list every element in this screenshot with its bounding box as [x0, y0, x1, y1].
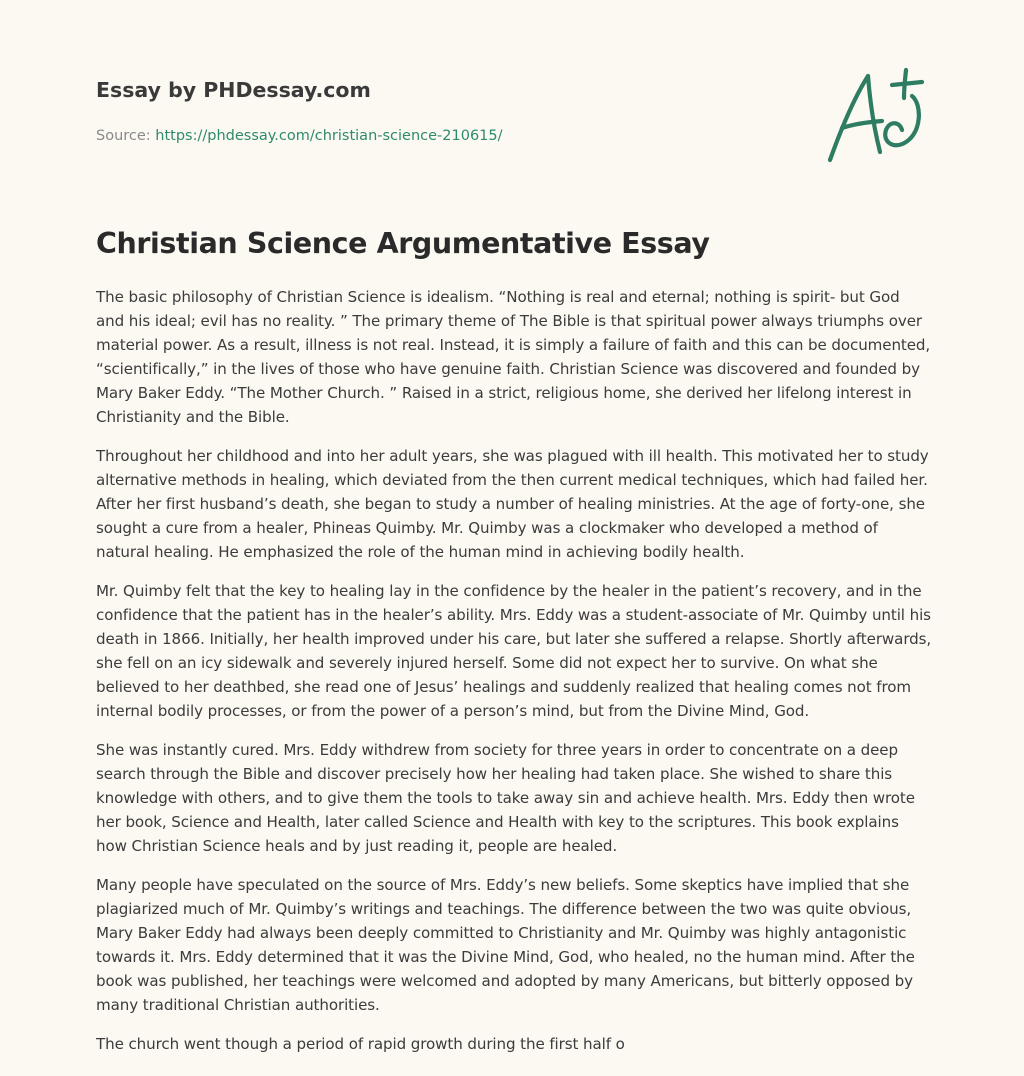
essay-paragraph: Many people have speculated on the source of Mrs. Eddy’s new beliefs. Some skeptics have implied that she plagiarized much of Mr. Quimby’s writings and teachings. The difference between the two was quite obvious, Mary Baker Eddy had always been deeply committed to Christianity and Mr. Quimby was highly antagonistic towards it. Mrs. Eddy determined that it was the Divine Mind, God, who healed, no the human mind. After the book was published, her teachings were welcomed and adopted by many Americans, but bitterly opposed by many traditional Christian authorities.: [96, 876, 915, 1014]
site-brand: Essay by PHDessay.com: [96, 78, 371, 102]
source-line: [96, 126, 696, 146]
source-label: Source:: [96, 128, 156, 144]
source-link[interactable]: https://phdessay.com/christian-science-210615/: [155, 128, 503, 144]
essay-body: [96, 285, 932, 1071]
essay-paragraph: She was instantly cured. Mrs. Eddy withdrew from society for three years in order to concentrate on a deep search through the Bible and discover precisely how her healing had taken place. She wished to share this knowledge with others, and to give them the tools to take away sin and achieve health. Mrs. Eddy then wrote her book, Science and Health, later called Science and Health with key to the scriptures. This book explains how Christian Science heals and by just reading it, people are healed.: [96, 741, 915, 855]
essay-paragraph: The church went though a period of rapid growth during the first half o: [96, 1035, 625, 1053]
a-plus-logo-icon: [818, 66, 930, 166]
essay-title: Christian Science Argumentative Essay: [96, 227, 710, 260]
essay-paragraph: The basic philosophy of Christian Science is idealism. “Nothing is real and eternal; nothing is spirit- but God and his ideal; evil has no reality. ” The primary theme of The Bible is that spiritual power always triumphs over material power. As a result, illness is not real. Instead, it is simply a failure of faith and this can be documented, “scientifically,” in the lives of those who have genuine faith. Christian Science was discovered and founded by Mary Baker Eddy. “The Mother Church. ” Raised in a strict, religious home, she derived her lifelong interest in Christianity and the Bible.: [96, 288, 931, 426]
a-plus-logo: [818, 66, 930, 166]
essay-paragraph: Mr. Quimby felt that the key to healing lay in the confidence by the healer in the patient’s recovery, and in the confidence that the patient has in the healer’s ability. Mrs. Eddy was a student-associate of Mr. Quimby until his death in 1866. Initially, her health improved under his care, but later she suffered a relapse. Shortly afterwards, she fell on an icy sidewalk and severely injured herself. Some did not expect her to survive. On what she believed to her deathbed, she read one of Jesus’ healings and suddenly realized that healing comes not from internal bodily processes, or from the power of a person’s mind, but from the Divine Mind, God.: [96, 582, 932, 720]
page-header: [96, 76, 696, 146]
essay-paragraph: Throughout her childhood and into her adult years, she was plagued with ill health. This motivated her to study alternative methods in healing, which deviated from the then current medical techniques, which had failed her. After her first husband’s death, she began to study a number of healing ministries. At the age of forty-one, she sought a cure from a healer, Phineas Quimby. Mr. Quimby was a clockmaker who developed a method of natural healing. He emphasized the role of the human mind in achieving bodily health.: [96, 447, 929, 561]
